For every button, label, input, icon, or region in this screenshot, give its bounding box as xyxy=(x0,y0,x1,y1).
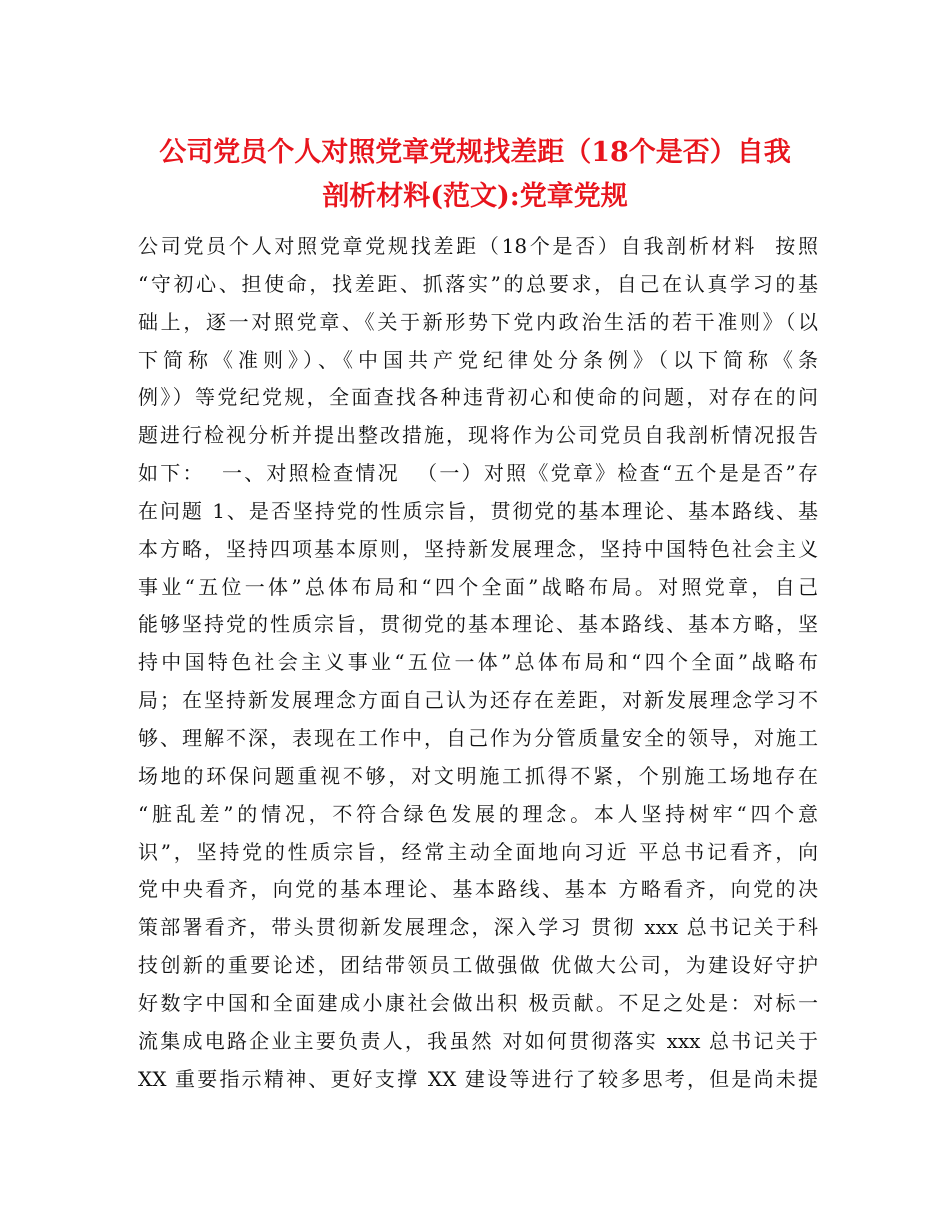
body-text-line: 策部署看齐，带头贯彻新发展理念，深入学习 贯彻 xxx 总书记关于科 xyxy=(138,915,818,940)
body-text-line: 识”，坚持党的性质宗旨，经常主动全面地向习近 平总书记看齐，向 xyxy=(138,839,818,864)
body-text-line: “守初心、担使命，找差距、抓落实”的总要求，自己在认真学习的基 xyxy=(138,271,818,296)
body-text-line: 够、理解不深，表现在工作中，自己作为分管质量安全的领导，对施工 xyxy=(138,725,818,750)
body-text-line: 本方略，坚持四项基本原则，坚持新发展理念，坚持中国特色社会主义 xyxy=(138,536,818,561)
body-text-line: 公司党员个人对照党章党规找差距（18个是否）自我剖析材料 按照 xyxy=(138,234,818,258)
body-text-line: 技创新的重要论述，团结带领员工做强做 优做大公司，为建设好守护 xyxy=(138,953,818,978)
body-text-line: 下简称《准则》）、《中国共产党纪律处分条例》（以下简称《条 xyxy=(138,347,818,372)
body-text-line: 能够坚持党的性质宗旨，贯彻党的基本理论、基本路线、基本方略，坚 xyxy=(138,612,818,637)
body-text-line: 础上，逐一对照党章、《关于新形势下党内政治生活的若干准则》（以 xyxy=(138,309,818,334)
body-text-line: 如下： 一、对照检查情况 （一）对照《党章》检查“五个是是否”存 xyxy=(138,461,818,486)
body-text-line: 场地的环保问题重视不够，对文明施工抓得不紧，个别施工场地存在 xyxy=(138,763,818,788)
body-text-line: 局；在坚持新发展理念方面自己认为还存在差距，对新发展理念学习不 xyxy=(138,688,818,713)
body-text-line: 流集成电路企业主要负责人，我虽然 对如何贯彻落实 xxx 总书记关于 xyxy=(138,1028,818,1053)
body-text-line: 党中央看齐，向党的基本理论、基本路线、基本 方略看齐，向党的决 xyxy=(138,877,818,902)
document-title-line-2: 剖析材料(范文):党章党规 xyxy=(322,181,628,212)
body-text-line: 题进行检视分析并提出整改措施，现将作为公司党员自我剖析情况报告 xyxy=(138,423,818,448)
body-text-line: 例》）等党纪党规，全面查找各种违背初心和使命的问题，对存在的问 xyxy=(138,385,818,410)
body-text-line: 好数字中国和全面建成小康社会做出积 极贡献。不足之处是：对标一 xyxy=(138,990,818,1015)
body-text-line: 事业“五位一体”总体布局和“四个全面”战略布局。对照党章，自己 xyxy=(138,574,818,599)
body-text-line: 持中国特色社会主义事业“五位一体”总体布局和“四个全面”战略布 xyxy=(138,650,818,675)
document-title-line-1: 公司党员个人对照党章党规找差距（18个是否）自我 xyxy=(159,137,791,168)
document-body xyxy=(138,228,818,1098)
body-text-line: “脏乱差”的情况，不符合绿色发展的理念。本人坚持树牢“四个意 xyxy=(138,801,818,826)
body-text-line: 在问题 1、是否坚持党的性质宗旨，贯彻党的基本理论、基本路线、基 xyxy=(138,498,818,523)
body-text-line: XX 重要指示精神、更好支撑 XX 建设等进行了较多思考，但是尚未提 xyxy=(138,1066,818,1091)
